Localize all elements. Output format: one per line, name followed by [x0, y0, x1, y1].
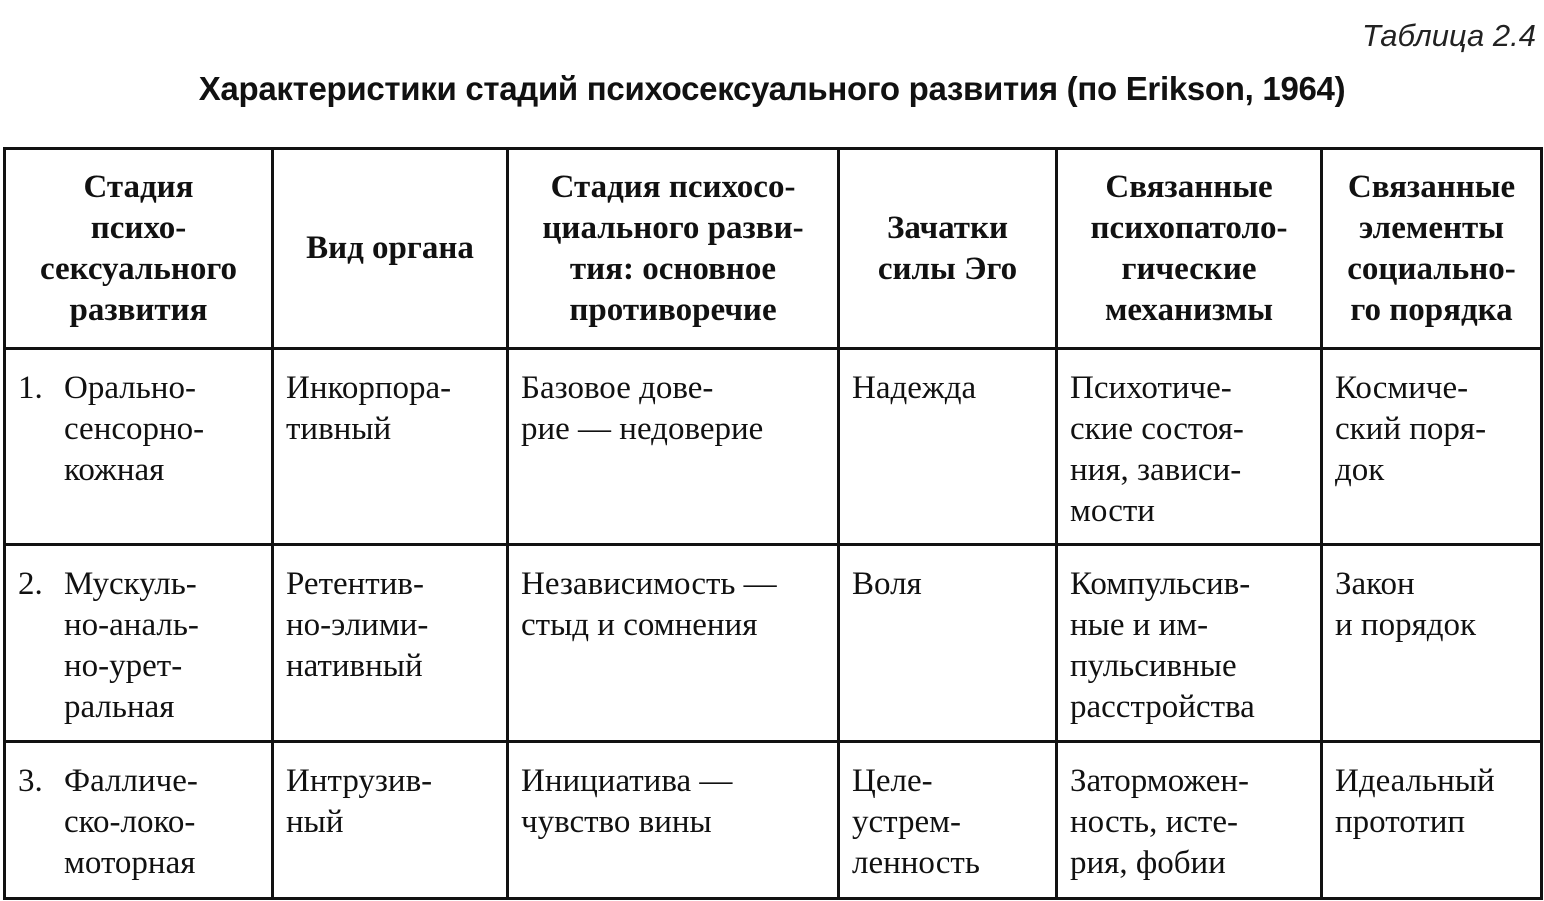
cell-social: Космиче- ский поря- док: [1322, 349, 1542, 545]
cell-stage: [5, 545, 273, 742]
header-social: Связанные элементы социально- го порядка: [1322, 149, 1542, 349]
table-row: [5, 545, 1542, 742]
table-title: Характеристики стадий психосексуального развития (по Erikson, 1964): [198, 70, 1346, 107]
header-conflict: Стадия психосо- циального разви- тия: основное противоречие: [508, 149, 839, 349]
cell-organ: Интрузив- ный: [273, 742, 508, 899]
header-ego: Зачатки силы Эго: [839, 149, 1057, 349]
cell-social: Закон и порядок: [1322, 545, 1542, 742]
cell-stage: [5, 742, 273, 899]
row-number: 2.: [18, 566, 43, 602]
header-stage: Стадия психо- сексуального развития: [5, 149, 273, 349]
stage-name: Фалличе- ско-локо- моторная: [64, 763, 198, 881]
row-number: 1.: [18, 370, 43, 406]
table-caption: Таблица 2.4: [1362, 18, 1536, 53]
header-row: [5, 149, 1542, 349]
table-row: [5, 349, 1542, 545]
cell-mechanisms: Психотиче- ские состоя- ния, зависи- мости: [1057, 349, 1322, 545]
cell-ego: Целе- устрем- ленность: [839, 742, 1057, 899]
cell-conflict: Базовое дове- рие — недоверие: [508, 349, 839, 545]
cell-organ: Ретентив- но-элими- нативный: [273, 545, 508, 742]
header-mechanisms: Связанные психопатоло- гические механизмы: [1057, 149, 1322, 349]
table-row: [5, 742, 1542, 899]
cell-conflict: Независимость — стыд и сомнения: [508, 545, 839, 742]
cell-organ: Инкорпора- тивный: [273, 349, 508, 545]
row-number: 3.: [18, 763, 43, 799]
cell-stage: [5, 349, 273, 545]
stage-name: Мускуль- но-аналь- но-урет- ральная: [64, 566, 199, 725]
cell-conflict: Инициатива — чувство вины: [508, 742, 839, 899]
cell-ego: Надежда: [839, 349, 1057, 545]
stage-name: Орально- сенсорно- кожная: [64, 370, 205, 488]
header-organ: Вид органа: [273, 149, 508, 349]
cell-ego: Воля: [839, 545, 1057, 742]
stages-table: [3, 147, 1543, 900]
cell-social: Идеальный прототип: [1322, 742, 1542, 899]
cell-mechanisms: Компульсив- ные и им- пульсивные расстройства: [1057, 545, 1322, 742]
cell-mechanisms: Заторможен- ность, исте- рия, фобии: [1057, 742, 1322, 899]
